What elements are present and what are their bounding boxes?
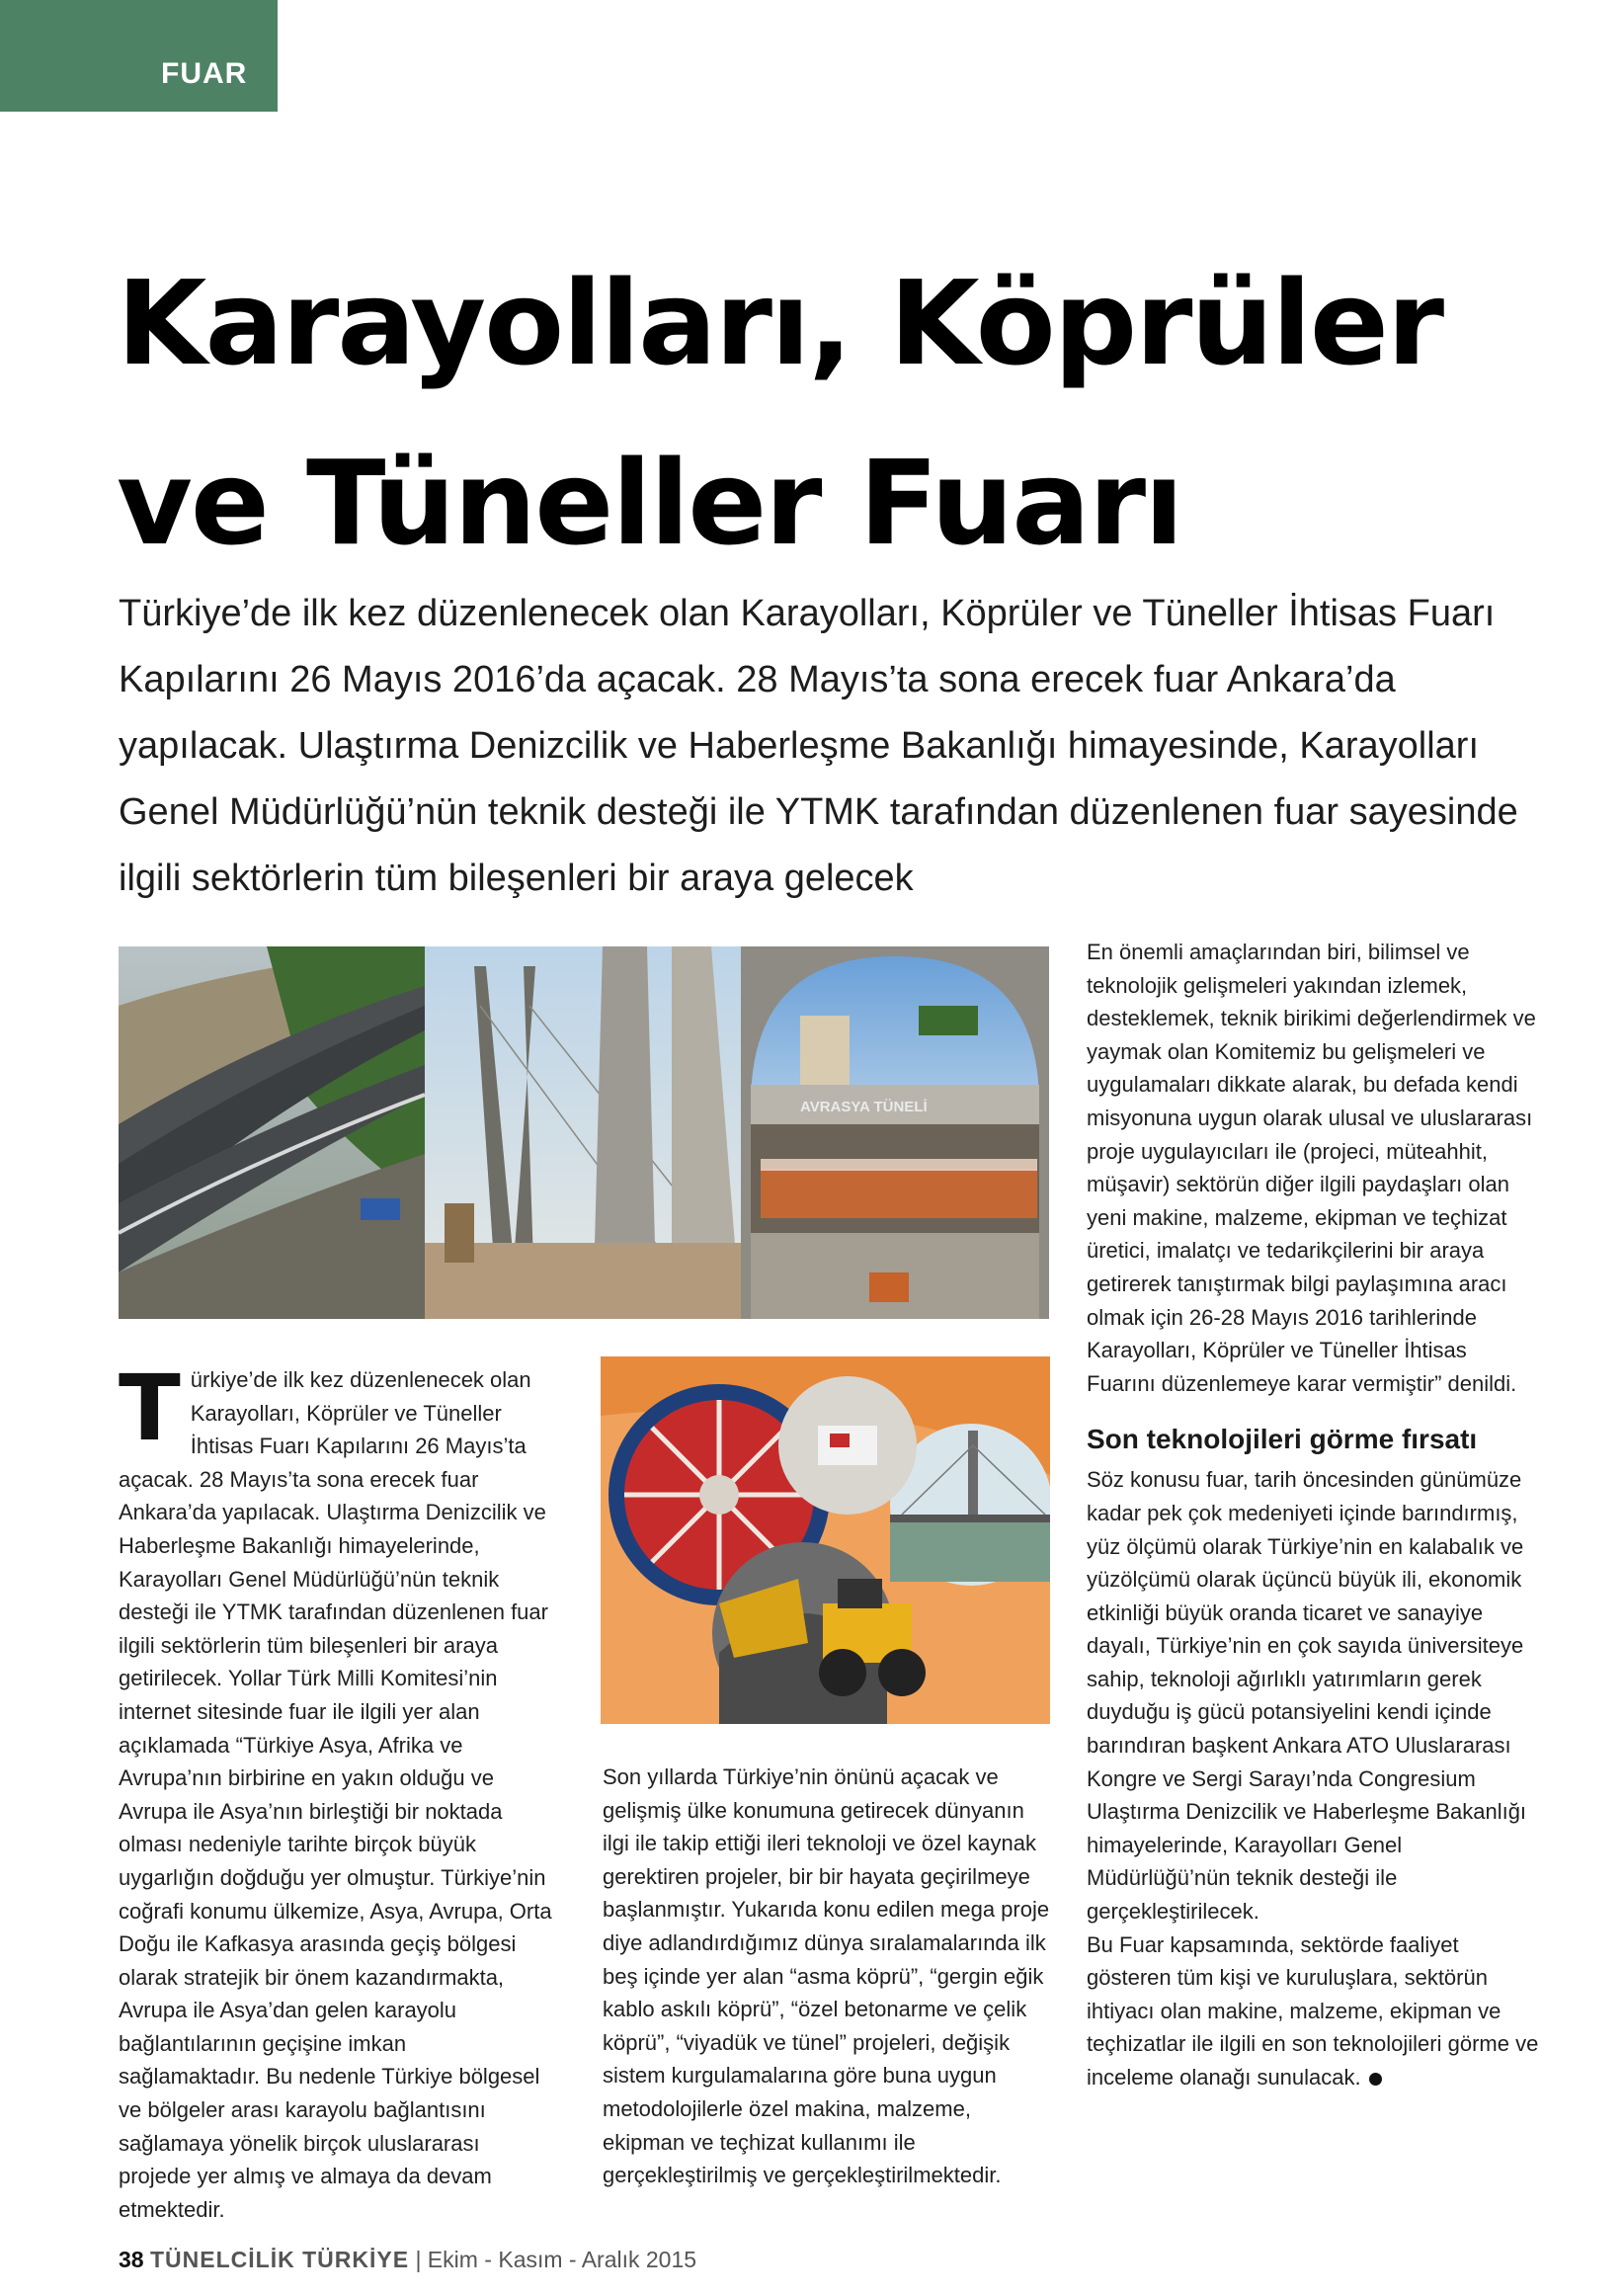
magazine-name: TÜNELCİLİK TÜRKİYE	[149, 2247, 410, 2272]
tunnel-sign-text: AVRASYA TÜNELİ	[800, 1099, 928, 1115]
column-2-text: Son yıllarda Türkiye’nin önünü açacak ve gelişmiş ülke konumuna getirecek dünyanın ilgi ile takip ettiği ileri teknoloji ve özel kaynak gerektiren projeler, bir bir hayata geçirilmeye başlanmıştır. Yukarıda konu edilen mega proje diye adlandırdığımız dünya sıralamalarında ilk beş içinde yer alan “asma köprü”, “gergin eğik kablo askılı köprü”, “özel betonarme ve çelik köprü”, “viyadük ve tünel” projeleri, değişik sistem kurgulamalarına göre buna uygun metodolojilerle özel makina, malzeme, ekipman ve teçhizat kullanımı ile gerçekleştirilmiş ve gerçekleştirilmektedir.	[603, 1764, 1050, 2188]
page-footer	[119, 2245, 696, 2274]
lead-paragraph: Türkiye’de ilk kez düzenlenecek olan Karayolları, Köprüler ve Tüneller İhtisas Fuarı Kapılarını 26 Mayıs 2016’da açacak. 28 Mayıs’ta sona erecek fuar Ankara’da yapılacak. Ulaştırma Denizcilik ve Haberleşme Bakanlığı himayesinde, Karayolları Genel Müdürlüğü’nün teknik desteği ile YTMK tarafından düzenlenen fuar sayesinde ilgili sektörlerin tüm bileşenleri bir araya gelecek	[119, 593, 1518, 899]
title-line-1: Karayolları, Köprüler	[117, 255, 1443, 391]
column-1-text: ürkiye’de ilk kez düzenlenecek olan Karayolları, Köprüler ve Tüneller İhtisas Fuarı Kapılarını 26 Mayıs’ta açacak. 28 Mayıs’ta sona erecek fuar Ankara’da yapılacak. Ulaştırma Denizcilik ve Haberleşme Bakanlığı himayelerinde, Karayolları Genel Müdürlüğü’nün teknik desteği ile YTMK tarafından düzenlenen fuar ilgili sektörlerin tüm bileşenleri bir araya getirilecek. Yollar Türk Milli Komitesi’nin internet sitesinde fuar ile ilgili yer alan açıklamada “Türkiye Asya, Afrika ve Avrupa’nın birbirine en yakın olduğu ve Avrupa ile Asya’nın birleştiği bir noktada olması nedeniyle tarihte birçok büyük uygarlığın doğduğu yer olmuştur. Türkiye’nin coğrafi konumu ülkemize, Asya, Avrupa, Orta Doğu ile Kafkasya arasında geçiş bölgesi olarak stratejik bir önem kazandırmakta, Avrupa ile Asya’dan gelen karayolu bağlantılarının geçişine imkan sağlamaktadır. Bu nedenle Türkiye bölgesel ve bölgeler arası karayolu bağlantısını sağlamaya yönelik birçok uluslararası projede yer almış ve almaya da devam etmektedir.	[119, 1367, 552, 2222]
page-number: 38	[119, 2247, 144, 2272]
column-3-text-2: Söz konusu fuar, tarih öncesinden günümüze kadar pek çok medeniyeti içinde barındırmış, yüz ölçümü olarak Türkiye’nin en kalabalık ve yüzölçümü olarak üçüncü büyük ili, ekonomik etkinliği büyük oranda ticaret ve sanayiye dayalı, Türkiye’nin en çok sayıda üniversiteye sahip, teknoloji ağırlıklı yatırımların gerek duyduğu iş gücü potansiyelini kendi içinde barındıran başkent Ankara ATO Uluslararası Kongre ve Sergi Sarayı’nda Congresium Ulaştırma Denizcilik ve Haberleşme Bakanlığı himayelerinde, Karayolları Genel Müdürlüğü’nün teknik desteği ile gerçekleştirilecek.	[1087, 1467, 1527, 1925]
column-3-text-1: En önemli amaçlarından biri, bilimsel ve teknolojik gelişmeleri yakından izlemek, desteklemek, teknik birikimi değerlendirmek ve yaymak olan Komitemiz bu gelişmeleri ve uygulamaları dikkate alarak, bu defada kendi misyonuna uygun olarak ulusal ve uluslararası proje uygulayıcıları ile (projeci, müteahhit, müşavir) sektörün diğer ilgili paydaşları olan yeni makine, malzeme, ekipman ve teçhizat üretici, imalatçı ve tedarikçilerini bir araya getirerek tanıştırmak bilgi paylaşımına aracı olmak için 26-28 Mayıs 2016 tarihlerinde Karayolları, Köprüler ve Tüneller İhtisas Fuarını düzenlemeye karar vermiştir” denildi.	[1087, 940, 1536, 1396]
section-label: FUAR	[161, 57, 248, 90]
section-tab	[0, 0, 278, 112]
machinery-photo-collage	[601, 1356, 1050, 1724]
column-2	[603, 1761, 1052, 2192]
tunnel-group-photo	[741, 946, 1049, 1319]
column-3-text-3-body: Bu Fuar kapsamında, sektörde faaliyet gösteren tüm kişi ve kuruluşlara, sektörün ihtiyacı olan makine, malzeme, ekipman ve teçhizatlar ile ilgili en son teknolojileri görme ve inceleme olanağı sunulacak.	[1087, 1931, 1539, 2090]
top-photo-collage	[119, 946, 1049, 1319]
issue-date: | Ekim - Kasım - Aralık 2015	[415, 2247, 697, 2272]
bridge-tower-photo	[425, 946, 741, 1319]
article-title	[117, 233, 1559, 593]
subheading: Son teknolojileri görme fırsatı	[1087, 1424, 1478, 1455]
highway-photo	[119, 946, 425, 1319]
column-3-text-3	[1087, 1928, 1541, 2094]
column-1	[119, 1355, 553, 2226]
drop-cap: T	[119, 1355, 181, 1461]
tunnel-machine-image	[778, 1376, 917, 1515]
column-3	[1087, 936, 1541, 2094]
end-mark	[1369, 2073, 1382, 2086]
title-line-2: ve Tüneller Fuarı	[117, 435, 1182, 571]
